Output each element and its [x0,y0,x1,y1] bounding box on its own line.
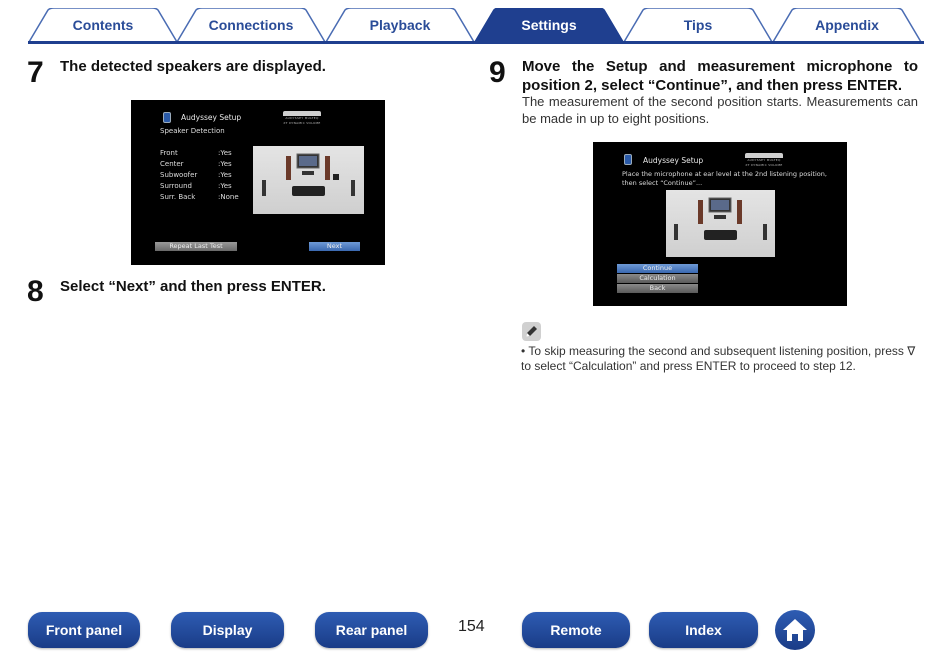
rear-panel-button[interactable]: Rear panel [315,612,428,648]
step-8-title: Select “Next” and then press ENTER. [60,278,326,295]
row-label: Surround [160,182,192,190]
index-button[interactable]: Index [649,612,758,648]
tab-playback[interactable]: Playback [325,8,475,42]
home-button[interactable] [775,610,815,650]
row-value: :Yes [218,182,232,190]
step-9-description: The measurement of the second position starts. Measurements can be made in up to eight positions. [522,94,918,126]
row-label: Front [160,149,178,157]
step-7-title: The detected speakers are displayed. [60,58,326,75]
step-8-number: 8 [27,275,43,308]
instruction-line: then select “Continue”... [622,179,703,187]
speaker-room-illustration [666,190,775,257]
row-label: Subwoofer [160,171,198,179]
next-button[interactable]: Next [309,242,360,251]
back-option[interactable]: Back [617,284,698,293]
row-label: Center [160,160,184,168]
speakers-icon [253,146,364,214]
screen-title: Audyssey Setup [643,156,704,165]
note-text: • To skip measuring the second and subsequent listening position, press ∇ to select “Calculation” and press ENTER to proceed to step 12. [521,344,916,373]
speaker-room-illustration [253,146,364,214]
home-icon [781,617,809,643]
row-value: :Yes [218,149,232,157]
step-9-number: 9 [489,56,505,89]
tab-baseline [28,41,924,44]
top-tab-bar [28,8,924,44]
row-value: :Yes [218,171,232,179]
remote-button[interactable]: Remote [522,612,630,648]
tab-tips[interactable]: Tips [623,8,773,42]
continue-option[interactable]: Continue [617,264,698,273]
pencil-icon [522,322,541,341]
row-label: Surr. Back [160,193,196,201]
microphone-icon [624,154,632,165]
screen-subtitle: Speaker Detection [160,127,225,135]
tab-connections[interactable]: Connections [176,8,326,42]
audyssey-logo: AUDYSSEY MULTEQ XT DYNAMIC VOLUME [283,111,321,125]
speaker-detection-screen [131,100,385,265]
row-value: :None [218,193,239,201]
step-9-title: Move the Setup and measurement microphone to position 2, select “Continue”, and then press ENTER. [522,58,918,94]
row-value: :Yes [218,160,232,168]
display-button[interactable]: Display [171,612,284,648]
page-number: 154 [458,618,485,635]
repeat-last-test-button[interactable]: Repeat Last Test [155,242,237,251]
instruction-line: Place the microphone at ear level at the 2nd listening position, [622,170,827,178]
tab-settings[interactable]: Settings [474,8,624,42]
measurement-position-screen [593,142,847,306]
front-panel-button[interactable]: Front panel [28,612,140,648]
speakers-icon [666,190,775,257]
microphone-icon [163,112,171,123]
step-7-number: 7 [27,56,43,89]
tab-contents[interactable]: Contents [28,8,178,42]
calculation-option[interactable]: Calculation [617,274,698,283]
audyssey-logo: AUDYSSEY MULTEQ XT DYNAMIC VOLUME [745,153,783,167]
tab-appendix[interactable]: Appendix [772,8,922,42]
screen-title: Audyssey Setup [181,113,242,122]
